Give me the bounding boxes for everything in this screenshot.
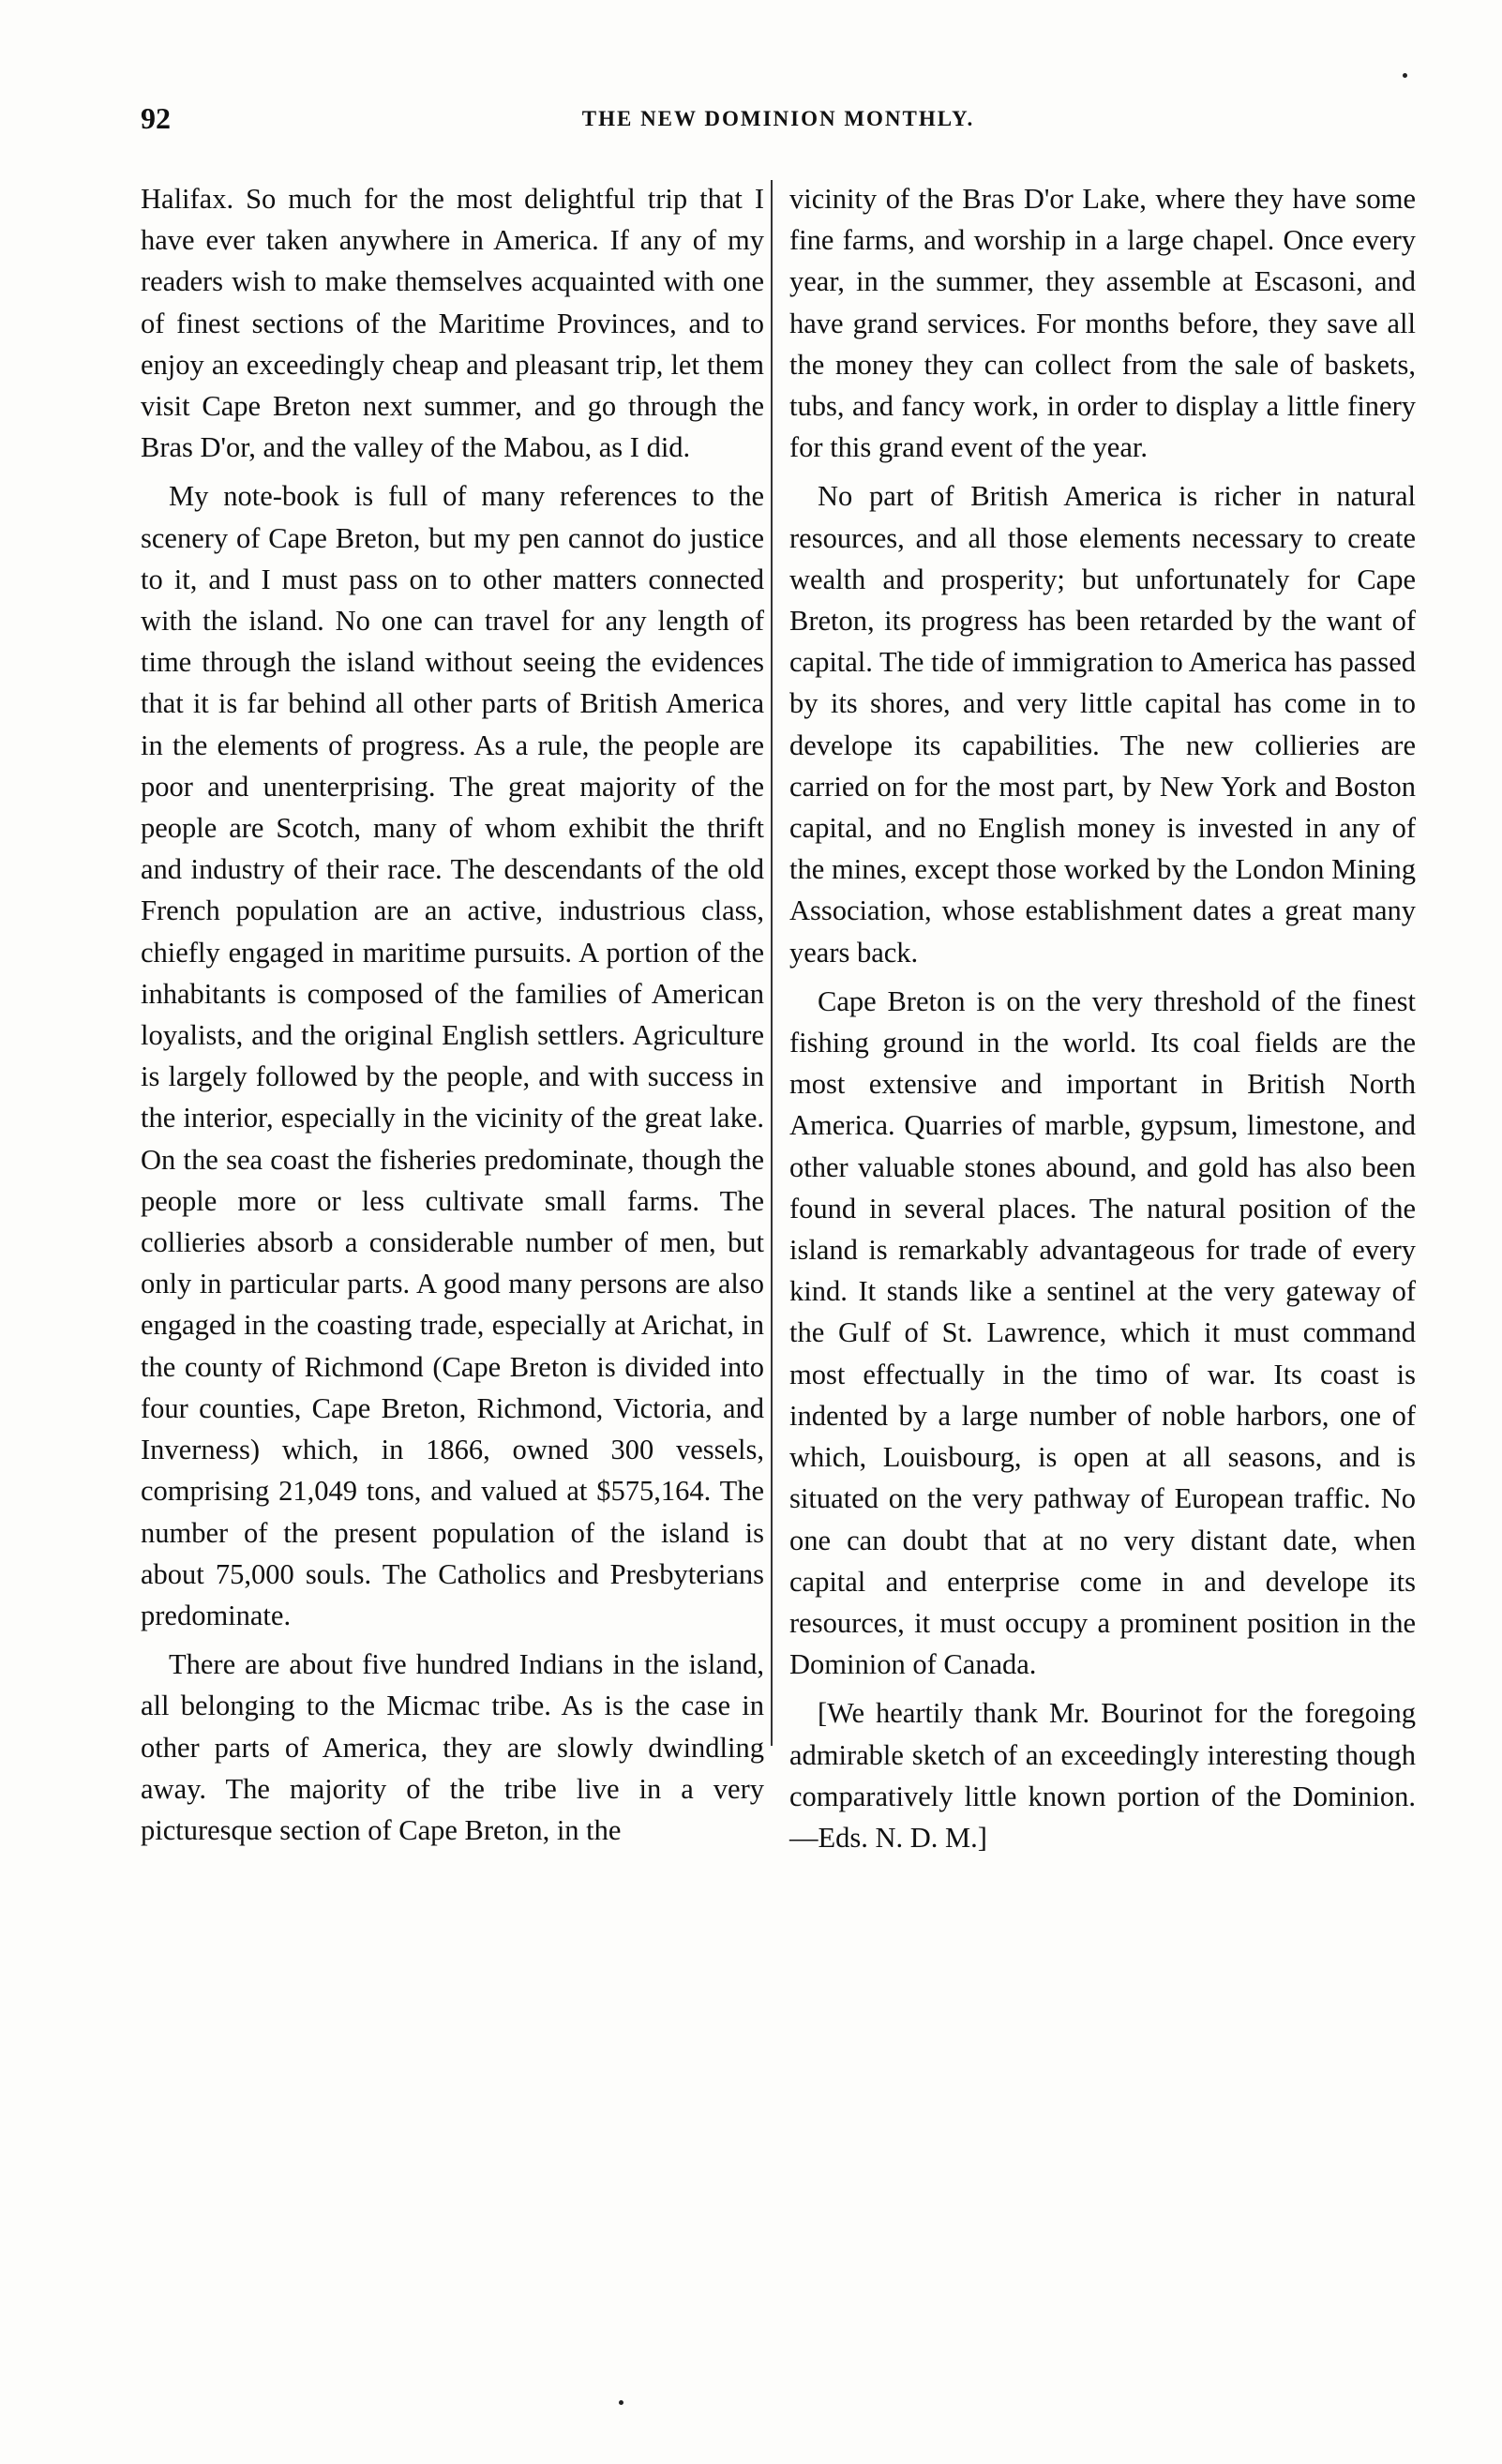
right-column [789, 178, 1416, 1866]
page-number: 92 [141, 101, 171, 135]
paragraph: No part of British America is richer in natural resources, and all those elements necessary to create wealth and prosperity; but unfortunately for Cape Breton, its progress has been retarded by the want of capital. The tide of immigration to America has passed by its shores, and very little capital has come in to develope its capabilities. The new collieries are carried on for the most part, by New York and Boston capital, and no English money is invested in any of the mines, except those worked by the London Mining Association, whose establishment dates a great many years back. [789, 480, 1416, 969]
column-divider [771, 180, 773, 1746]
running-header [141, 101, 1416, 143]
print-speck [1403, 73, 1407, 78]
paragraph: My note-book is full of many references to the scenery of Cape Breton, but my pen cannot do justice to it, and I must pass on to other matters connected with the island. No one can travel for any length of time through the island without seeing the evidences that it is far behind all other parts of British America in the elements of progress. As a rule, the people are poor and unenterprising. The great majority of the people are Scotch, many of whom exhibit the thrift and industry of their race. The descendants of the old French population are an active, industrious class, chiefly engaged in maritime pursuits. A portion of the inhabitants is composed of the families of American loyalists, and the original English settlers. Agriculture is largely followed by the people, and with success in the interior, especially in the vicinity of the great lake. On the sea coast the fisheries predominate, though the people more or less cultivate small farms. The collieries absorb a considerable number of men, but only in particular parts. A good many persons are also engaged in the coasting trade, especially at Arichat, in the county of Richmond (Cape Breton is divided into four counties, Cape Breton, Richmond, Victoria, and Inverness) which, in 1866, owned 300 vessels, comprising 21,049 tons, and valued at $575,164. The number of the present population of the island is about 75,000 souls. The Catholics and Presbyterians predominate. [141, 480, 764, 1631]
paragraph: There are about five hundred Indians in the island, all belonging to the Micmac tribe. As is the case in other parts of America, they are slowly dwindling away. The majority of the tribe live in a very picturesque section of Cape Breton, in the [141, 1648, 764, 1846]
paragraph: Halifax. So much for the most delightful trip that I have ever taken anywhere in America. If any of my readers wish to make themselves acquainted with one of finest sections of the Maritime Provinces, and to enjoy an exceedingly cheap and pleasant trip, let them visit Cape Breton next summer, and go through the Bras D'or, and the valley of the Mabou, as I did. [141, 183, 764, 464]
left-column [141, 178, 764, 1858]
running-title: THE NEW DOMINION MONTHLY. [581, 107, 975, 130]
paragraph: Cape Breton is on the very threshold of the finest fishing ground in the world. Its coal fields are the most extensive and important in British North America. Quarries of marble, gypsum, limestone, and other valuable stones abound, and gold has also been found in several places. The natural position of the island is remarkably advantageous for trade of every kind. It stands like a sentinel at the very gateway of the Gulf of St. Lawrence, which it must command most effectually in the timo of war. Its coast is indented by a large number of noble harbors, one of which, Louisbourg, is open at all seasons, and is situated on the very pathway of European traffic. No one can doubt that at no very distant date, when capital and enterprise come in and develope its resources, it must occupy a prominent position in the Dominion of Canada. [789, 984, 1416, 1681]
editor-note: [We heartily thank Mr. Bourinot for the foregoing admirable sketch of an exceedingly interesting though comparatively little known portion of the Dominion.—Eds. N. D. M.] [789, 1697, 1416, 1854]
paragraph: vicinity of the Bras D'or Lake, where they have some fine farms, and worship in a large chapel. Once every year, in the summer, they assemble at Escasoni, and have grand services. For months before, they save all the money they can collect from the sale of baskets, tubs, and fancy work, in order to display a little finery for this grand event of the year. [789, 183, 1416, 464]
print-speck [619, 2400, 623, 2405]
